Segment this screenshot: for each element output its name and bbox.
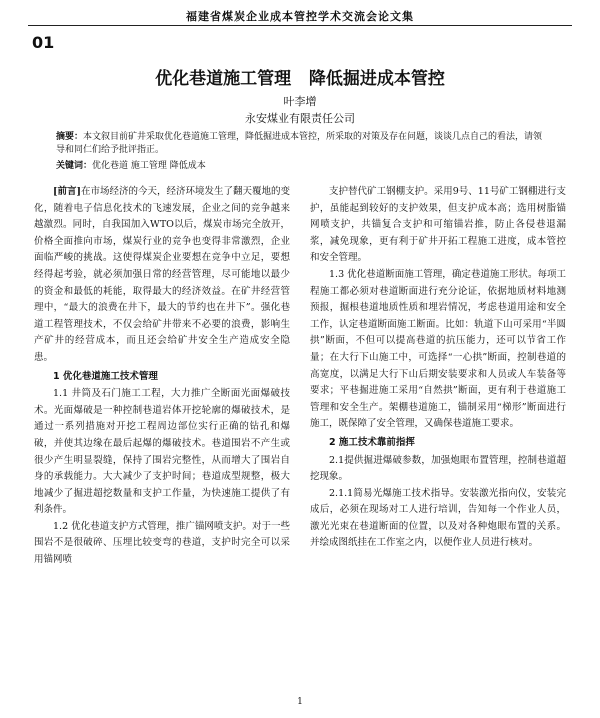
page-number: 1 bbox=[297, 697, 303, 707]
keywords bbox=[56, 158, 544, 171]
paragraph-1-1: 1.1 井筒及石门施工工程，大力推广全断面光面爆破技术。光面爆破是一种控制巷道岩体开挖轮廓的爆破技术，是通过一系列措施对开挖工程周边部位实行正确的钻孔和爆破，并使其边缘在最后起爆的爆破技术。巷道围岩不产生或很少产生明显裂缝，保持了围岩完整性，从而增大了围岩自身的承载能力。大大减少了支护时间；巷道成型规整，极大地减少了掘进超挖数量和支护工作量，为快速施工提供了有利条件。 bbox=[34, 388, 290, 516]
article-author: 叶李增 bbox=[283, 95, 317, 108]
intro-tag: [前言] bbox=[53, 186, 81, 197]
abstract bbox=[56, 131, 544, 157]
intro-text: 在市场经济的今天，经济环境发生了翻天覆地的变化，随着电子信息化技术的飞速发展，企业之间的竞争越来越激烈。同时，自我国加入WTO以后，煤炭市场完全放开，价格全面推向市场，煤炭行业的竞争也变得非常激烈，企业面临严峻的挑战。这使得煤炭企业要想在竞争中立足，要想经得起考验，就必须加强日常的经营管理，尽可能地以最少的资金和最低的耗能，取得最大的经济效益。在矿井经营管理中，“最大的浪费在井下，最大的节约也在井下”。强化巷道工程管理技术，不仅会给矿井带来不必要的浪费，影响生产矿井的经营成本，而且还会给矿井安全生产造成安全隐患。 bbox=[34, 186, 291, 363]
article-affiliation: 永安煤业有限责任公司 bbox=[245, 112, 355, 125]
abstract-label: 摘要： bbox=[56, 132, 84, 142]
running-header: 福建省煤炭企业成本管控学术交流会论文集 bbox=[186, 10, 414, 23]
intro-paragraph bbox=[34, 184, 290, 367]
paragraph-1-2: 1.2 优化巷道支护方式管理，推广锚网喷支护。对于一些围岩不是很破碎、压埋比较变弯的巷道，支护时完全可以采用锚网喷 bbox=[34, 520, 290, 566]
keywords-label: 关键词： bbox=[56, 161, 93, 171]
header-divider bbox=[28, 25, 572, 26]
section-number: 01 bbox=[32, 33, 55, 52]
paragraph-2-1-1: 2.1.1简易光爆施工技术指导。安装激光指向仪，安装完成后，必须在现场对工人进行培训，告知每一个作业人员，激光光束在巷道断面的位置，以及对各种炮眼布置的关系。并绘成图纸挂在工作室之内，以便作业人员进行核对。 bbox=[310, 487, 566, 549]
section-heading-2: 2 施工技术靠前指挥 bbox=[329, 436, 415, 448]
section-heading-1: 1 优化巷道施工技术管理 bbox=[53, 370, 158, 382]
abstract-text: 本文叙目前矿井采取优化巷道施工管理，降低掘进成本管控，所采取的对策及存在问题，谈谈几点自己的看法，请领导和同仁们给予批评指正。 bbox=[56, 132, 543, 155]
left-column bbox=[34, 184, 290, 569]
keywords-text: 优化巷道 施工管理 降低成本 bbox=[92, 161, 206, 171]
right-column bbox=[310, 184, 566, 552]
paragraph-1-3: 1.3 优化巷道断面施工管理，确定巷道施工形状。每项工程施工都必须对巷道断面进行充分论证，依据地质材料地测预报，掘根巷道地质性质和埋岩情况，考虑巷道用途和安全工作，认定巷道断面施工断面。比如：轨道下山可采用“半圆拱”断面，不但可以提高巷道的抗压能力，还可以节省工作量；在大行下山施工中，可选择“一心拱”断面，控制巷道的高宽度，以满足大行下山后期安装要求和人员或人车装备等要求；平巷掘进施工采用“自然拱”断面，更有利于巷道施工管理和安全生产。架棚巷道施工，锚制采用“梯形”断面进行施工，既保障了安全管理，又确保巷道施工要求。 bbox=[310, 268, 566, 430]
paragraph-1-2-cont: 支护替代矿工钢棚支护。采用9号、11号矿工钢棚进行支护，虽能起到较好的支护效果，但支护成本高；选用树脂锚网喷支护，共锚复合支护和可缩锚岩推，防止各侵巷退漏浆，减免现象，更有利于矿井开拓工程施工进度，成本管控和安全管理。 bbox=[310, 186, 566, 264]
paragraph-2-1: 2.1提供掘进爆破参数，加强炮眼布置管理，控制巷道超挖现象。 bbox=[310, 454, 566, 483]
article-title: 优化巷道施工管理 降低掘进成本管控 bbox=[155, 69, 445, 89]
